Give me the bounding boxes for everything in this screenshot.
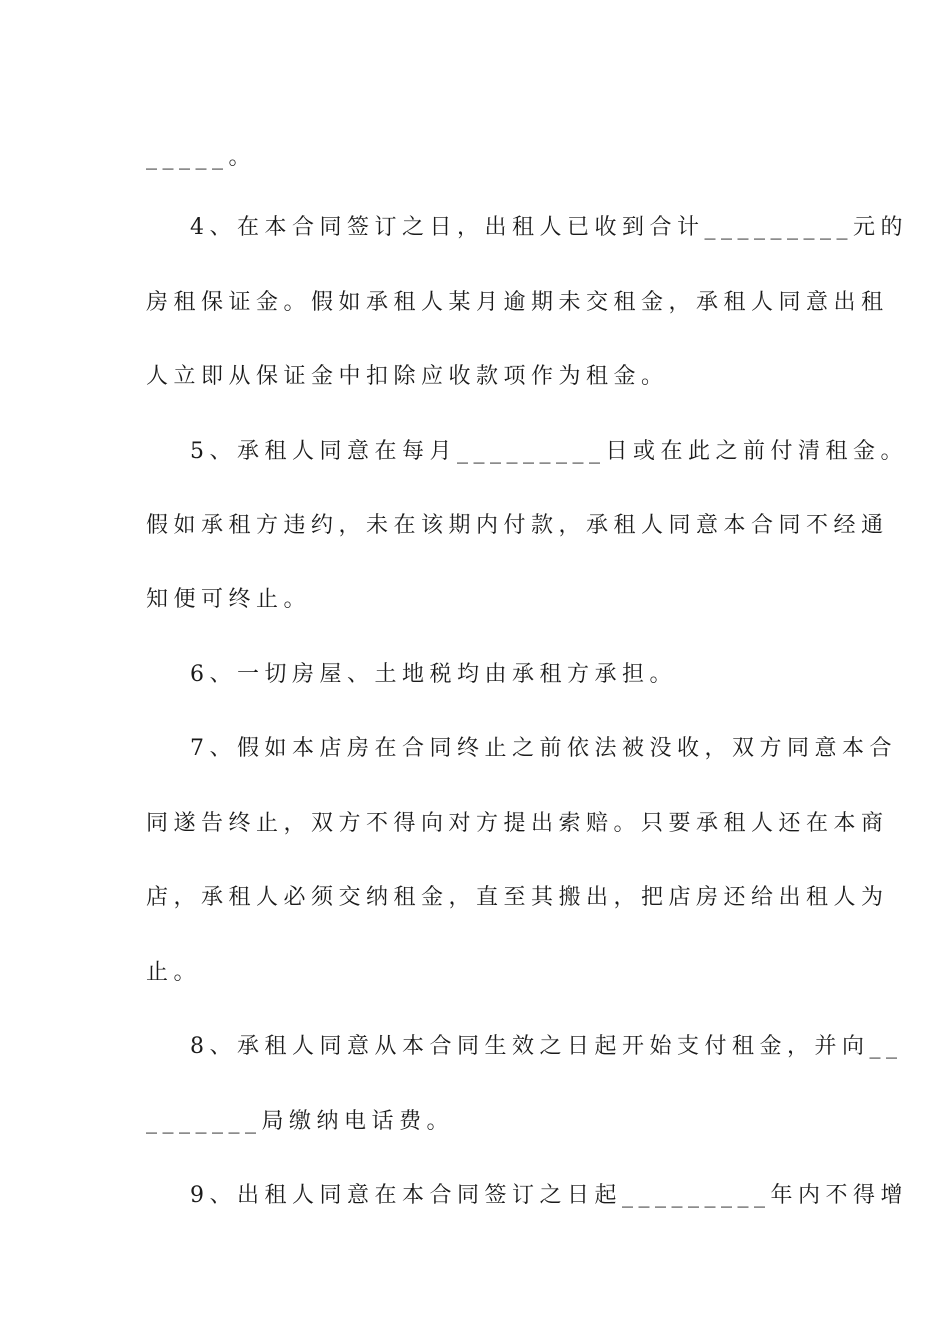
clause-9-line-1: 9、出租人同意在本合同签订之日起_________年内不得增 bbox=[190, 1183, 908, 1208]
clause-5-line-3: 知便可终止。 bbox=[146, 587, 312, 612]
clause-8-line-2: _______局缴纳电话费。 bbox=[146, 1109, 455, 1134]
text-line: _____。 bbox=[146, 145, 257, 170]
clause-7-line-3: 店，承租人必须交纳租金，直至其搬出，把店房还给出租人为 bbox=[146, 885, 889, 910]
clause-4-line-3: 人立即从保证金中扣除应收款项作为租金。 bbox=[146, 364, 669, 389]
clause-7-line-1: 7、假如本店房在合同终止之前依法被没收，双方同意本合 bbox=[190, 736, 897, 761]
clause-4-line-2: 房租保证金。假如承租人某月逾期未交租金，承租人同意出租 bbox=[146, 290, 889, 315]
clause-6-line-1: 6、一切房屋、土地税均由承租方承担。 bbox=[190, 662, 677, 687]
clause-5-line-1: 5、承租人同意在每月_________日或在此之前付清租金。 bbox=[190, 439, 908, 464]
clause-8-line-1: 8、承租人同意从本合同生效之日起开始支付租金，并向__ bbox=[190, 1034, 903, 1059]
clause-5-line-2: 假如承租方违约，未在该期内付款，承租人同意本合同不经通 bbox=[146, 513, 889, 538]
clause-4-line-1: 4、在本合同签订之日，出租人已收到合计_________元的 bbox=[190, 215, 908, 240]
clause-7-line-4: 止。 bbox=[146, 960, 202, 985]
clause-7-line-2: 同遂告终止，双方不得向对方提出索赔。只要承租人还在本商 bbox=[146, 811, 889, 836]
